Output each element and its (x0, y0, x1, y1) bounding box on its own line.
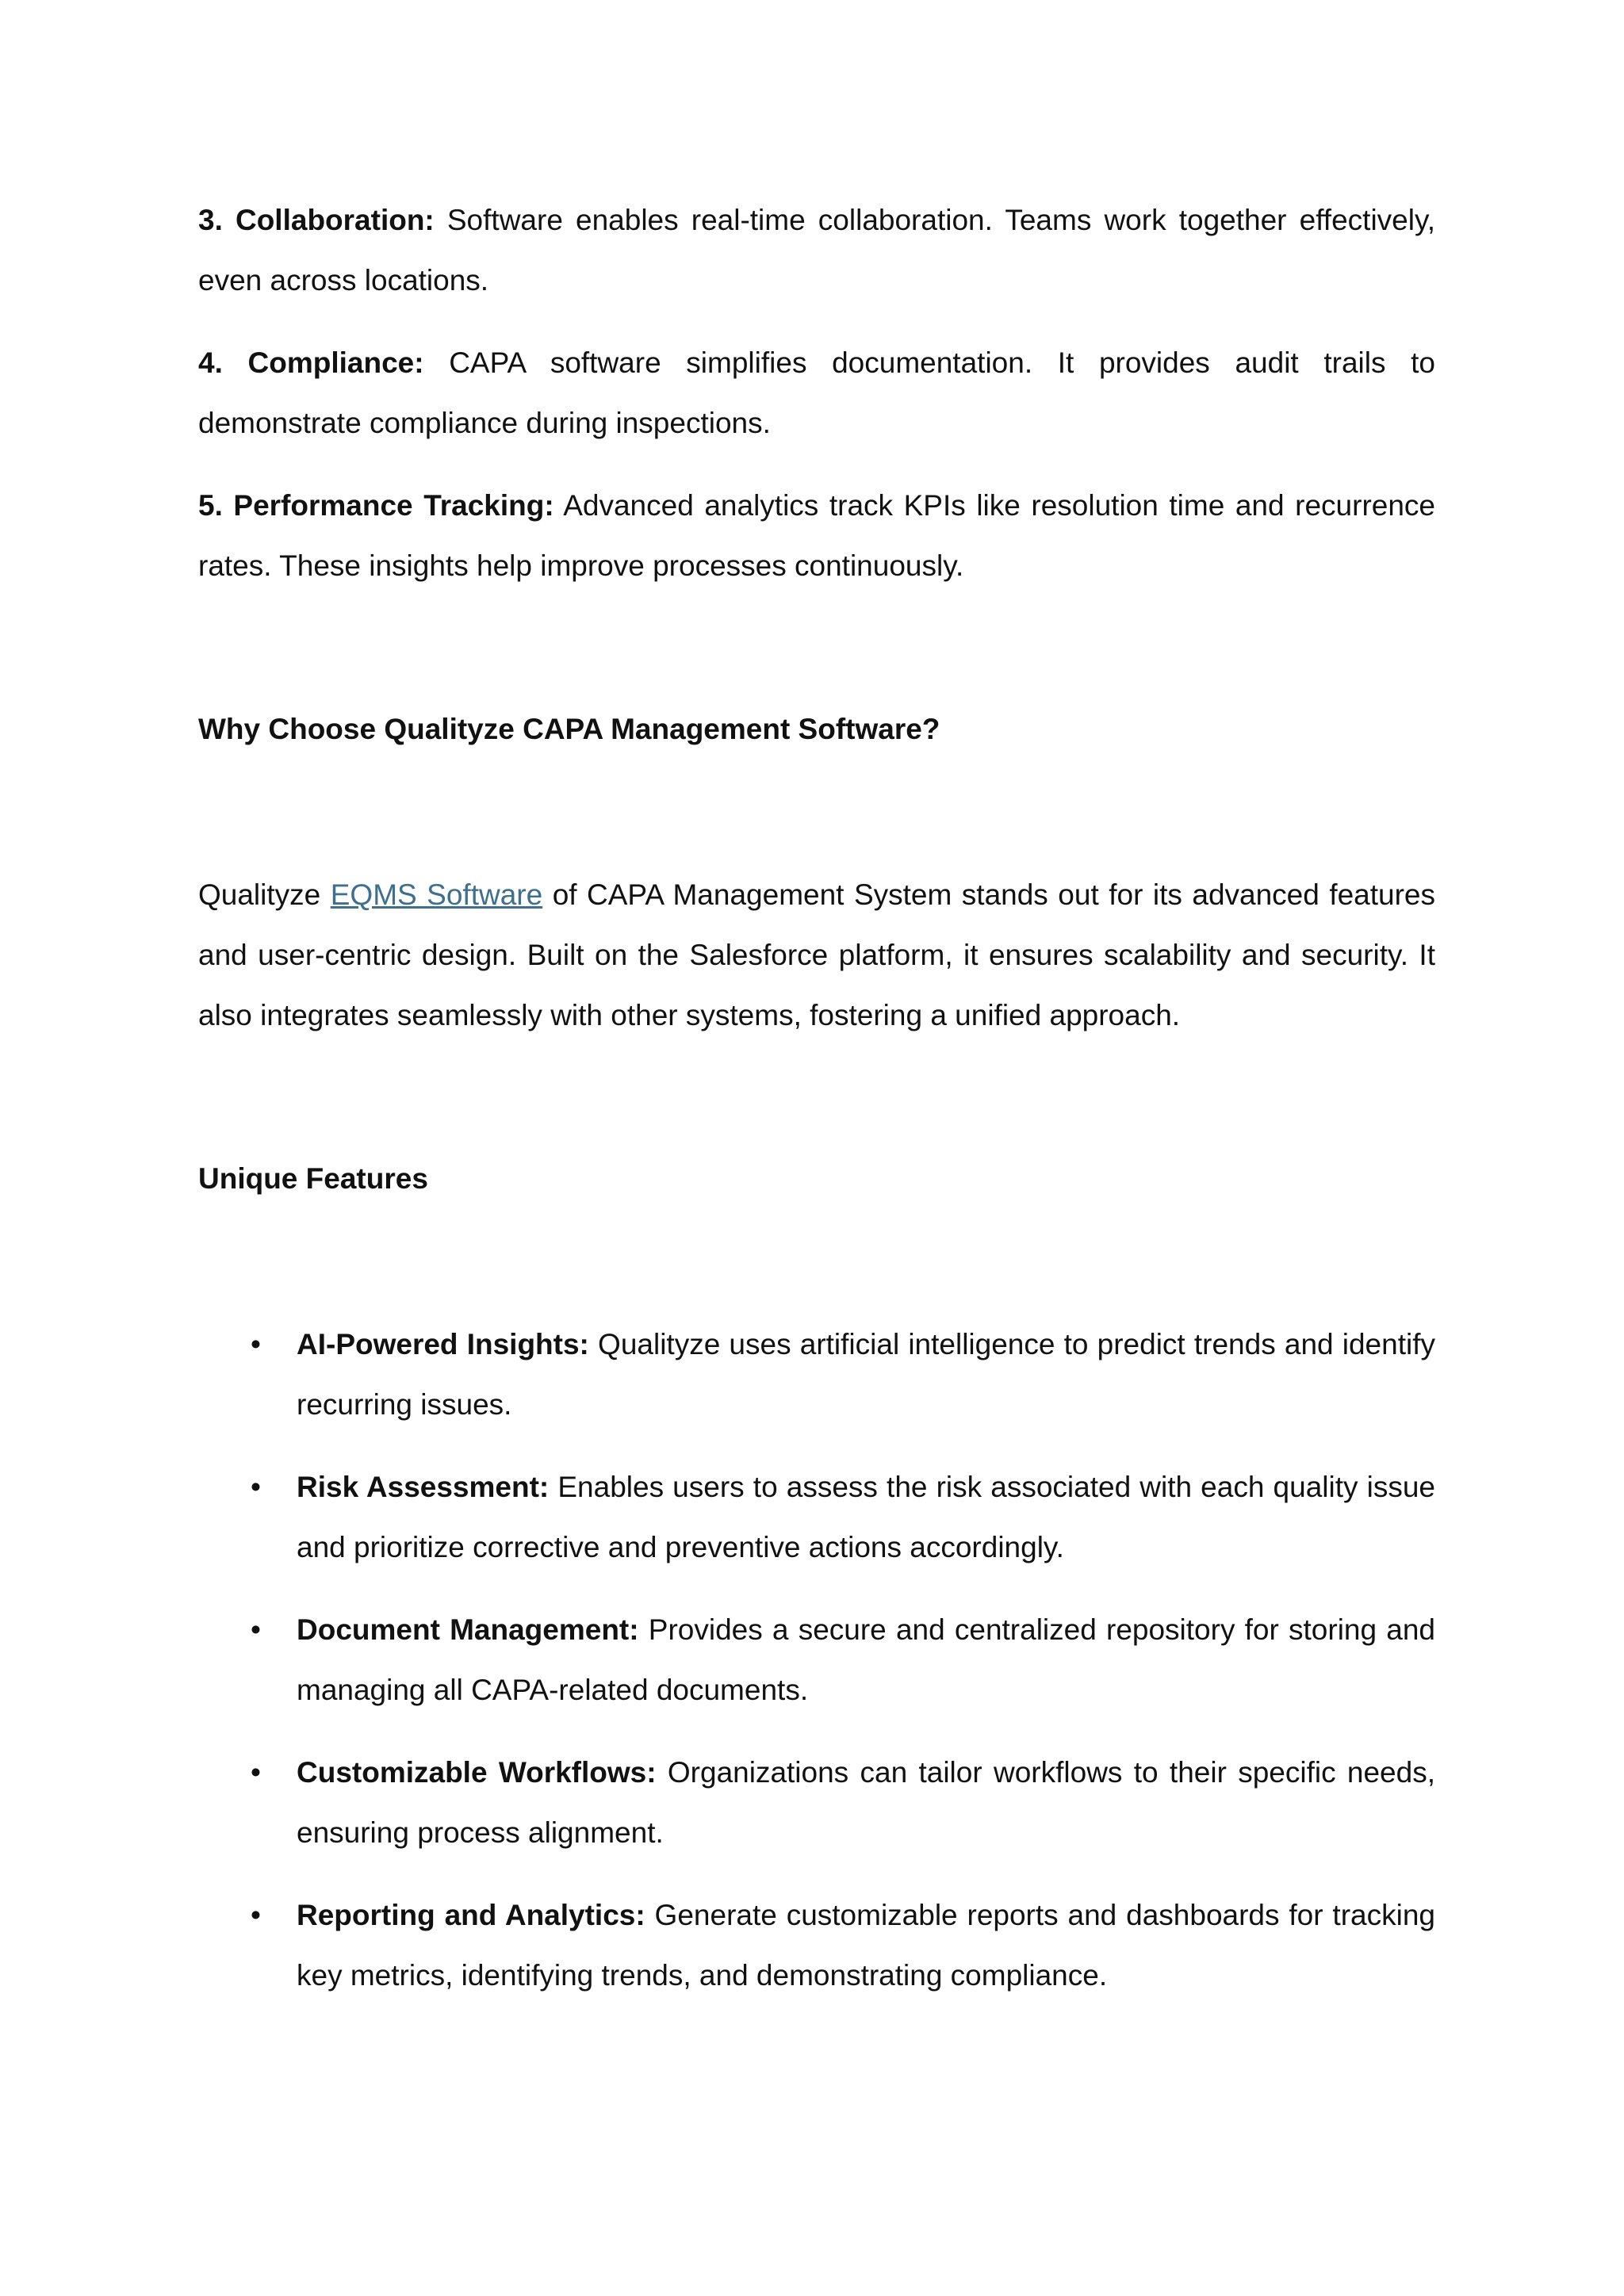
bullet-icon: • (251, 1328, 261, 1360)
intro-paragraph (198, 865, 1435, 1046)
numbered-item-collaboration (198, 190, 1435, 311)
feature-label: Document Management: (297, 1613, 639, 1646)
numbered-item-text: CAPA software simplifies documentation. It provides audit trails to demonstrate compliance during inspections. (198, 346, 1435, 439)
feature-label: Customizable Workflows: (297, 1756, 657, 1789)
spacer (198, 596, 1435, 699)
list-item (198, 1457, 1435, 1578)
numbered-item-label: 5. Performance Tracking: (198, 489, 554, 522)
feature-text: Generate customizable reports and dashboards for tracking key metrics, identifying trends, and demonstrating compliance. (297, 1899, 1435, 1992)
list-item (198, 1314, 1435, 1435)
numbered-item-text: Advanced analytics track KPIs like resolution time and recurrence rates. These insights help improve processes continuously. (198, 489, 1436, 582)
list-item (198, 1600, 1435, 1720)
list-item (198, 1885, 1435, 2006)
document-content (198, 190, 1435, 2028)
spacer (198, 1046, 1435, 1149)
bullet-icon: • (251, 1899, 261, 1931)
numbered-item-performance-tracking (198, 476, 1435, 596)
numbered-item-text: Software enables real-time collaboration. Teams work together effectively, even across locations. (198, 204, 1435, 297)
feature-label: Risk Assessment: (297, 1471, 550, 1503)
feature-text: Enables users to assess the risk associated with each quality issue and prioritize corrective and preventive actions accordingly. (297, 1471, 1435, 1563)
feature-text: Organizations can tailor workflows to their specific needs, ensuring process alignment. (297, 1756, 1435, 1849)
spacer (198, 1209, 1435, 1314)
eqms-software-link[interactable]: EQMS Software (330, 878, 543, 911)
feature-text: Provides a secure and centralized repository for storing and managing all CAPA-related documents. (297, 1613, 1436, 1706)
feature-text: Qualityze uses artificial intelligence to predict trends and identify recurring issues. (297, 1328, 1435, 1421)
features-list (198, 1314, 1435, 2006)
feature-label: Reporting and Analytics: (297, 1899, 645, 1931)
bullet-icon: • (251, 1471, 261, 1503)
intro-suffix: of CAPA Management System stands out for its advanced features and user-centric design. Built on the Salesforce platform, it ensures scalability and security. It also integrates seamlessly with other systems, fostering a unified approach. (198, 878, 1436, 1031)
bullet-icon: • (251, 1613, 261, 1646)
unique-features-heading: Unique Features (198, 1162, 428, 1195)
feature-label: AI-Powered Insights: (297, 1328, 589, 1360)
why-choose-heading: Why Choose Qualityze CAPA Management Software? (198, 713, 940, 745)
spacer (198, 760, 1435, 865)
numbered-item-compliance (198, 333, 1435, 453)
list-item (198, 1743, 1435, 1863)
numbered-item-label: 3. Collaboration: (198, 204, 435, 236)
numbered-item-label: 4. Compliance: (198, 346, 424, 379)
intro-prefix: Qualityze (198, 878, 331, 911)
bullet-icon: • (251, 1756, 261, 1789)
